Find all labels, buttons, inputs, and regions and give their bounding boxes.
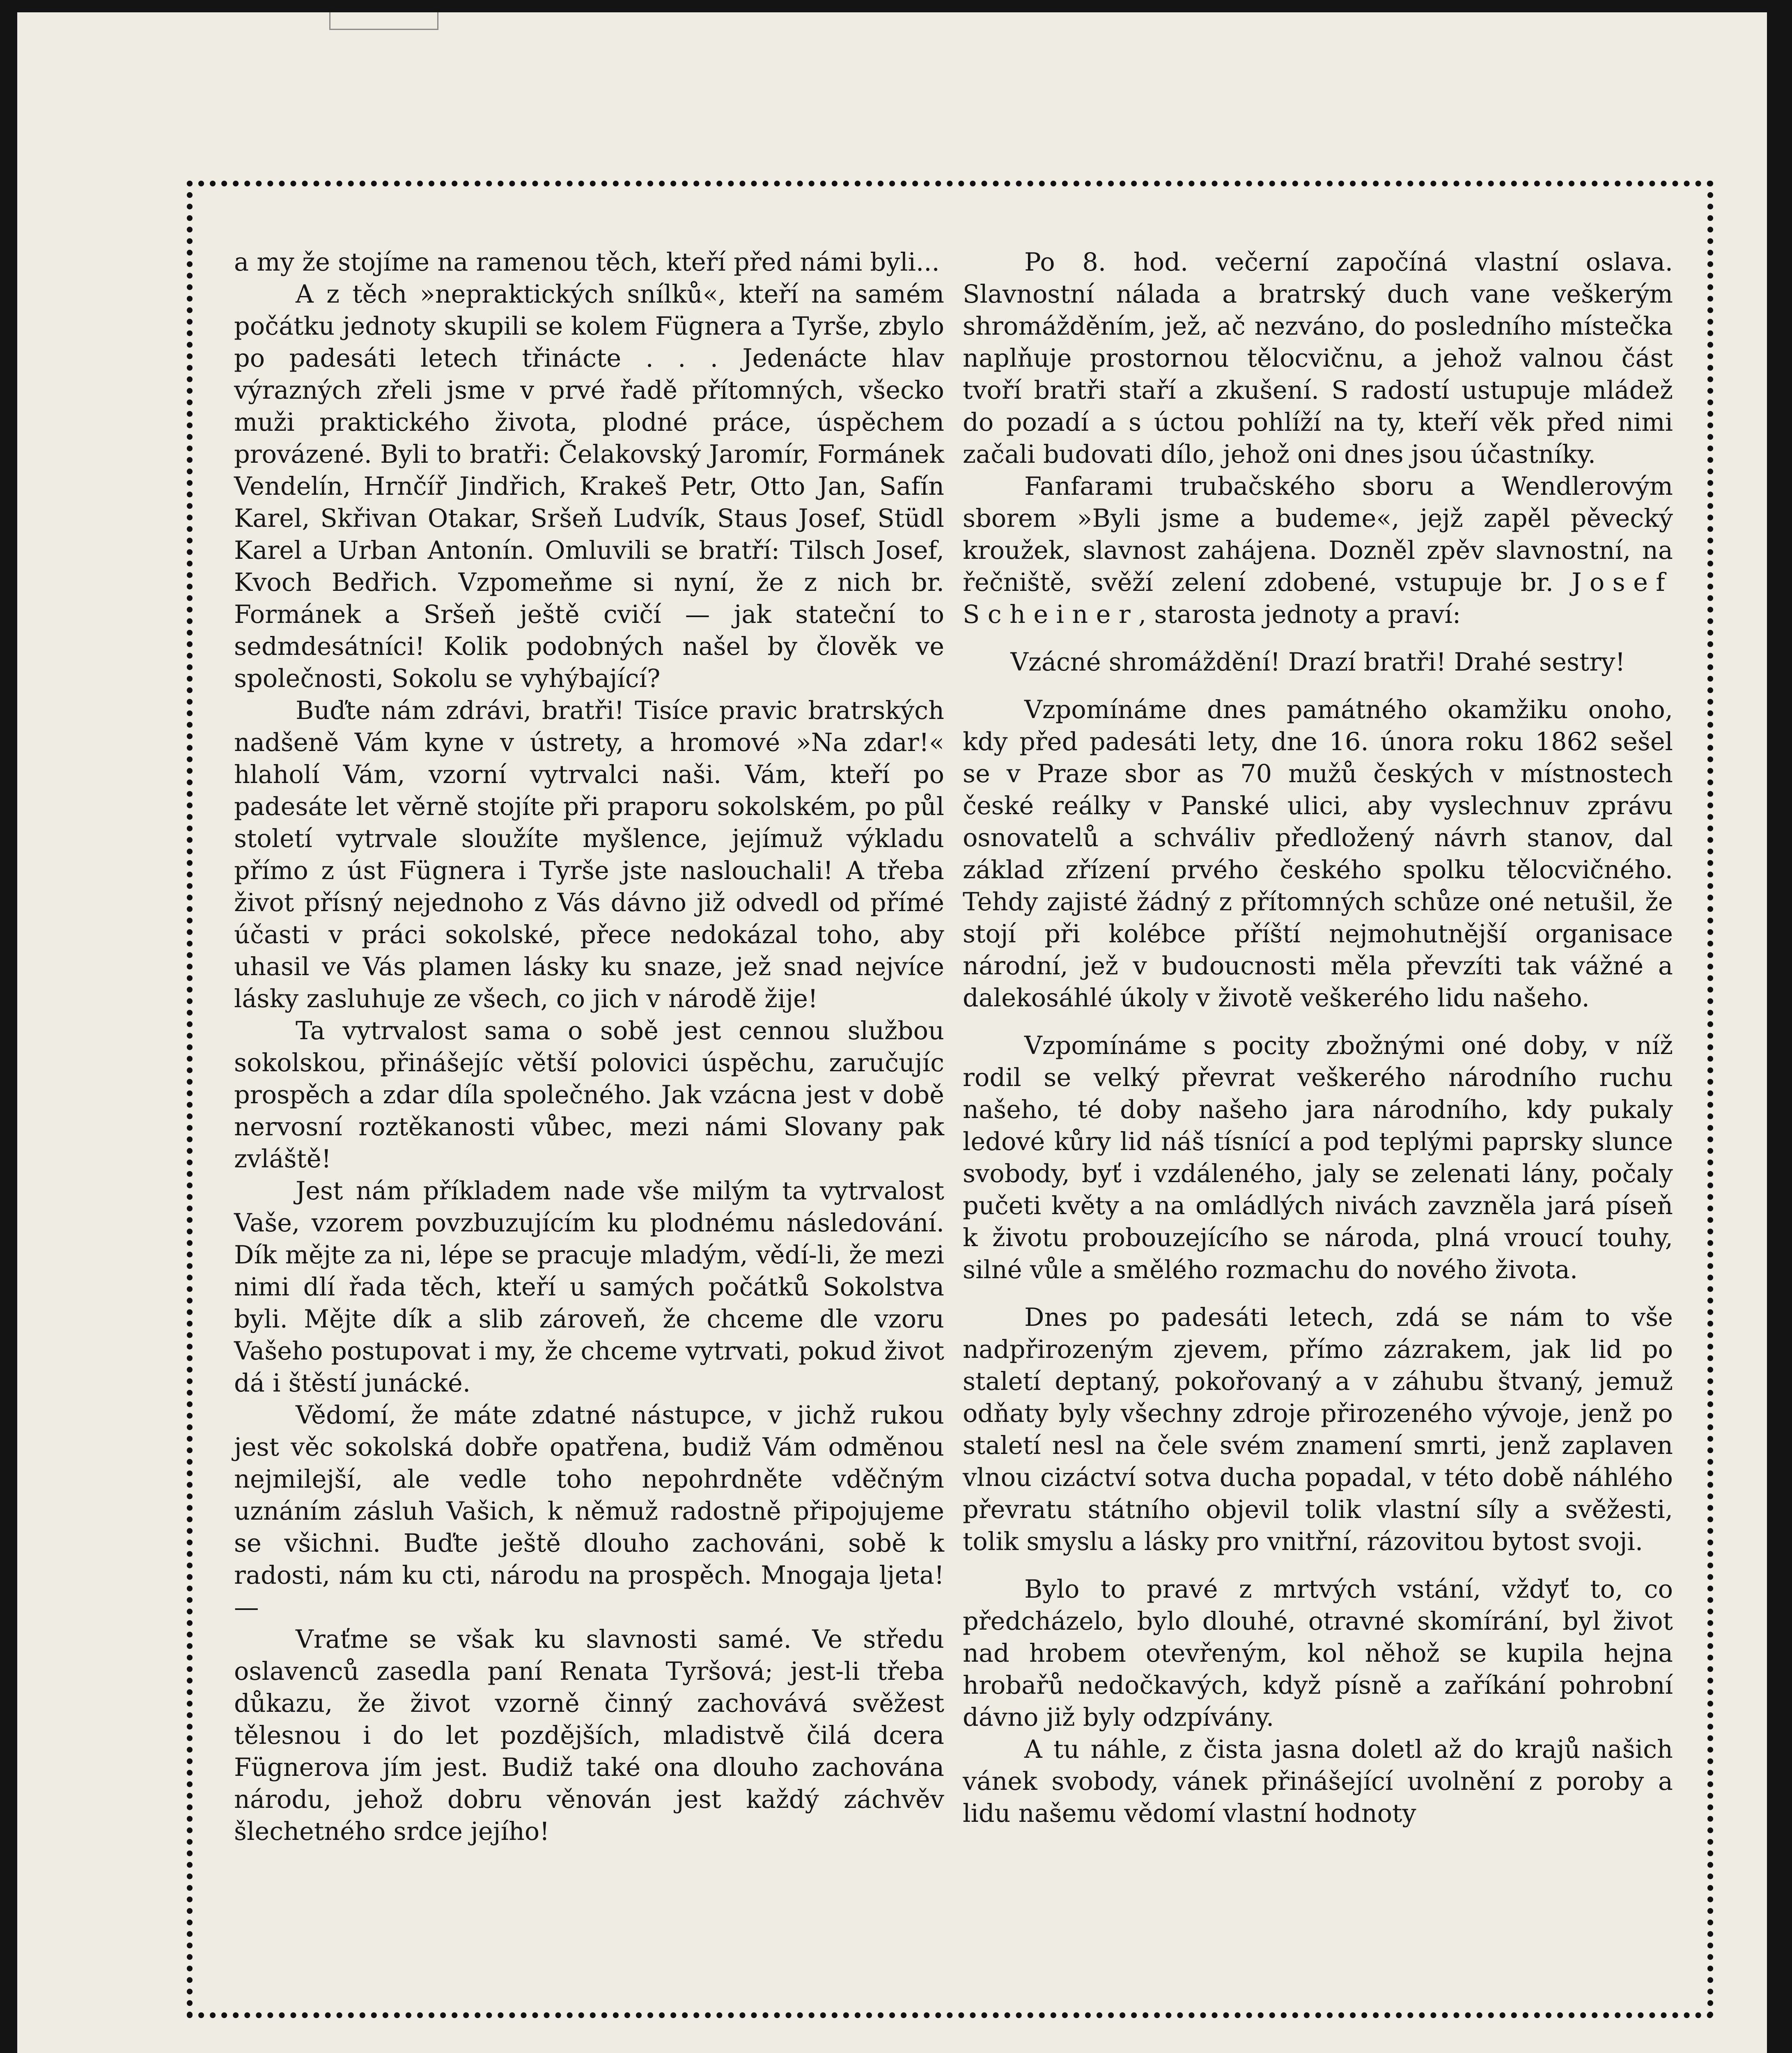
right-column [963, 246, 1673, 1830]
paragraph: Bylo to pravé z mrtvých vstání, vždyť to, co předcházelo, bylo dlouhé, otravné skomírání, byl život nad hrobem otevřeným, kol něhož se kupila hejna hrobařů nedočkavých, když písně a zaříkání pohrobní dávno již byly odzpívány. [963, 1575, 1673, 1732]
greeting-text: Vzácné shromáždění! Drazí bratři! Drahé sestry! [1010, 648, 1625, 677]
paragraph: Vraťme se však ku slavnosti samé. Ve středu oslavenců zasedla paní Renata Tyršová; jest-li třeba důkazu, že život vzorně činný zachovává svěžest tělesnou i do let pozdějších, mladistvě čilá dcera Fügnerova jím jest. Budiž také ona dlouho zachována národu, jehož dobru věnován jest každý záchvěv šlechetného srdce jejího! [234, 1625, 944, 1846]
left-column [234, 246, 944, 1848]
paragraph: Dnes po padesáti letech, zdá se nám to vše nadpřirozeným zjevem, přímo zázrakem, jak lid po staletí deptaný, pokořovaný a v záhubu štvaný, jemuž odňaty byly všechny zdroje přirozeného vývoje, jenž po staletí nesl na čele svém znamení smrti, jenž zaplaven vlnou cizáctví sotva ducha popadal, v této době náhlého převratu státního objevil tolik vlastní síly a svěžesti, tolik smyslu a lásky pro vnitřní, rázovitou bytost svoji. [963, 1303, 1673, 1556]
paragraph: Jest nám příkladem nade vše milým ta vytrvalost Vaše, vzorem povzbuzujícím ku plodnému následování. Dík mějte za ni, lépe se pracuje mladým, vědí-li, že mezi nimi dlí řada těch, kteří u samých počátků Sokolstva byli. Mějte dík a slib zároveň, že chceme dle vzoru Vašeho postupovat i my, že chceme vytrvati, pokud život dá i štěstí junácké. [234, 1177, 944, 1398]
paragraph-text: Fanfarami trubačského sboru a Wendlerovým sborem »Byli jsme a budeme«, jejž zapěl pěvecký kroužek, slavnost zahájena. Dozněl zpěv slavnostní, na řečniště, svěží zelení zdobené, vstupuje br. [963, 472, 1673, 597]
paragraph: A tu náhle, z čista jasna doletl až do krajů našich vánek svobody, vánek přinášející uvolnění z poroby a lidu našemu vědomí vlastní hodnoty [963, 1735, 1673, 1828]
paragraph: Vzpomínáme s pocity zbožnými oné doby, v níž rodil se velký převrat veškerého národního ruchu našeho, té doby našeho jara národního, kdy pukaly ledové kůry lid náš tísnící a pod teplými paprsky slunce svobody, byť i vzdáleného, jaly se zelenati lány, počaly pučeti květy a na omládlých nivách zavzněla jará píseň k životu probouzejícího se národa, plná vroucí touhy, silné vůle a smělého rozmachu do nového života. [963, 1031, 1673, 1284]
paragraph: Vzpomínáme dnes památného okamžiku onoho, kdy před padesáti lety, dne 16. února roku 1862 sešel se v Praze sbor as 70 mužů českých v místnostech české reálky v Panské ulici, aby vyslechnuv zprávu osnovatelů a schváliv předložený návrh stanov, dal základ zřízení prvého českého spolku tělocvičného. Tehdy zajisté žádný z přítomných schůze oné netušil, že stojí při kolébce příští nejmohutnější organisace národní, jež v budoucnosti měla převzíti tak vážné a dalekosáhlé úkoly v životě veškerého lidu našeho. [963, 696, 1673, 1013]
paragraph: Buďte nám zdrávi, bratři! Tisíce pravic bratrských nadšeně Vám kyne v ústrety, a hromové »Na zdar!« hlaholí Vám, vzorní vytrvalci naši. Vám, kteří po padesáte let věrně stojíte při praporu sokolském, po půl století vytrvale sloužíte myšlence, jejímuž výkladu přímo z úst Fügnera i Tyrše jste naslouchali! A třeba život přísný nejednoho z Vás dávno již odvedl od přímé účasti v práci sokolské, přece nedokázal toho, aby uhasil ve Vás plamen lásky ku snaze, jež snad nejvíce lásky zasluhuje ze všech, co jich v národě žije! [234, 696, 944, 1013]
speaker-name: Josef Scheiner [963, 568, 1673, 629]
paragraph: Po 8. hod. večerní započíná vlastní oslava. Slavnostní nálada a bratrský duch vane veškerým shromážděním, jež, ač nezváno, do posledního místečka naplňuje prostornou tělocvičnu, a jehož valnou část tvoří bratři staří a zkušení. S radostí ustupuje mládež do pozadí a s úctou pohlíží na ty, kteří věk před nimi začali budovati dílo, jehož oni dnes jsou účastníky. [963, 248, 1673, 469]
paragraph: Vědomí, že máte zdatné nástupce, v jichž rukou jest věc sokolská dobře opatřena, budiž Vám odměnou nejmilejší, ale vedle toho nepohrdněte vděčným uznáním zásluh Vašich, k němuž radostně připojujeme se všichni. Buďte ještě dlouho zachováni, sobě k radosti, nám ku cti, národu na prospěch. Mnogaja ljeta! — [234, 1401, 944, 1622]
paragraph-text: , starosta jednoty a praví: [1138, 600, 1461, 629]
page-edge-mark [329, 12, 438, 30]
paragraph: A z těch »nepraktických snílků«, kteří na samém počátku jednoty skupili se kolem Fügnera a Tyrše, zbylo po padesáti letech třinácte . . . Jedenácte hlav výrazných zřeli jsme v prvé řadě přítomných, všecko muži praktického života, plodné práce, úspěchem provázené. Byli to bratři: Čelakovský Jaromír, Formánek Vendelín, Hrnčíř Jindřich, Krakeš Petr, Otto Jan, Safín Karel, Skřivan Otakar, Sršeň Ludvík, Staus Josef, Stüdl Karel a Urban Antonín. Omluvili se bratří: Tilsch Josef, Kvoch Bedřich. Vzpomeňme si nyní, že z nich br. Formánek a Sršeň ještě cvičí — jak stateční to sedmdesátníci! Kolik podobných našel by člověk ve společnosti, Sokolu se vyhýbající? [234, 280, 944, 693]
paragraph [963, 471, 1673, 631]
paragraph: a my že stojíme na ramenou těch, kteří před námi byli... [234, 248, 940, 277]
speech-greeting [963, 646, 1673, 678]
paragraph: Ta vytrvalost sama o sobě jest cennou službou sokolskou, přinášejíc větší polovici úspěchu, zaručujíc prospěch a zdar díla společného. Jak vzácna jest v době nervosní roztěkanosti vůbec, mezi námi Slovany pak zvláště! [234, 1017, 944, 1173]
